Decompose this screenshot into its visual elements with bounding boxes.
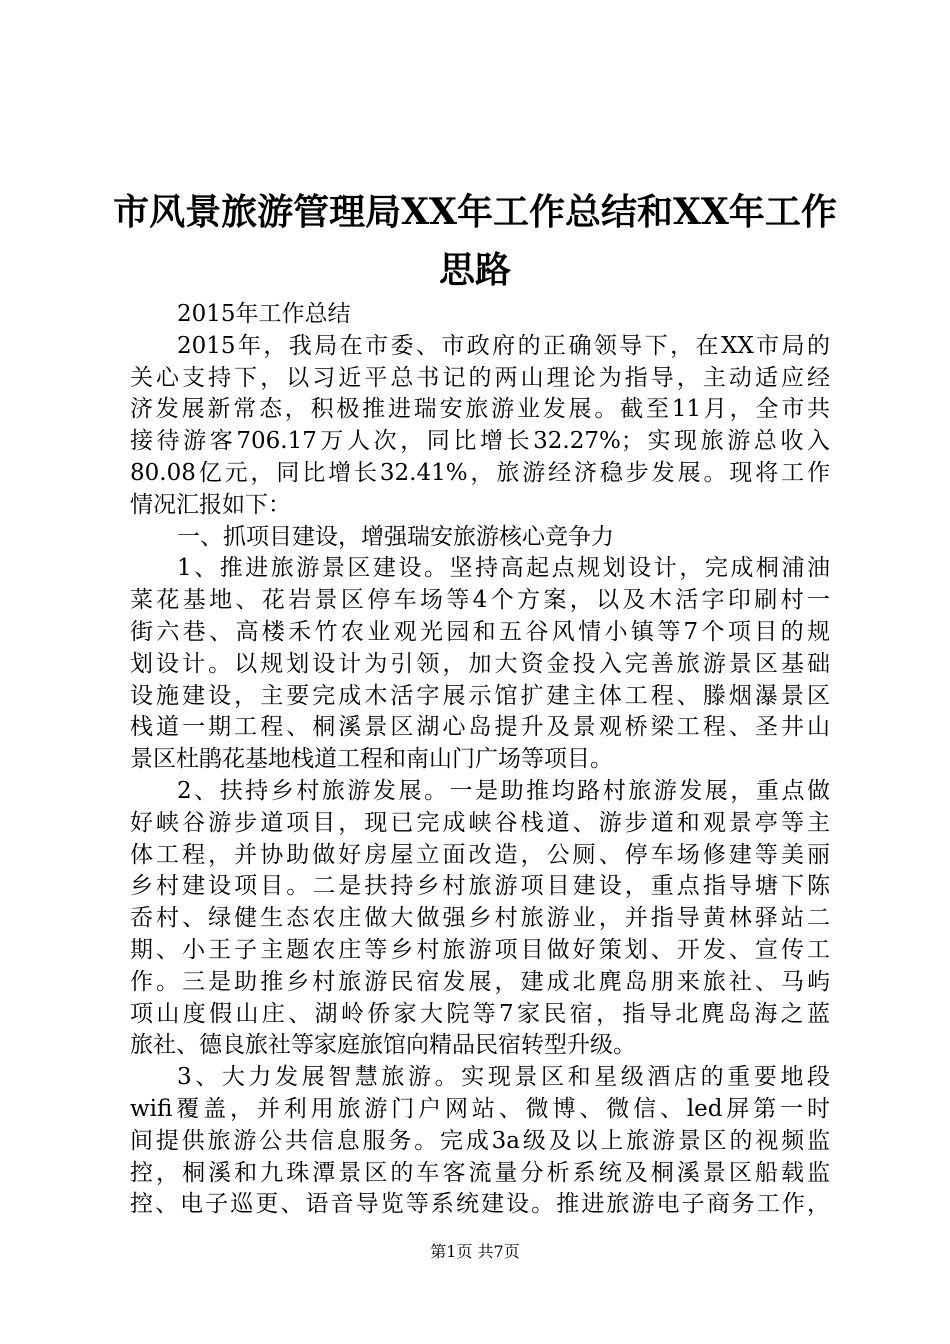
body-text-line: 好峡谷游步道项目，现已完成峡谷栈道、游步道和观景亭等主 (130, 809, 830, 836)
document-title-line-1: 市风景旅游管理局XX年工作总结和XX年工作 (113, 191, 837, 233)
body-text-line: 街六巷、高楼禾竹农业观光园和五谷风情小镇等7个项目的规 (130, 618, 830, 645)
body-text-line: 80.08亿元，同比增长32.41%，旅游经济稳步发展。现将工作 (130, 459, 830, 486)
body-text-line: 控、电子巡更、语音导览等系统建设。推进旅游电子商务工作， (130, 1191, 830, 1218)
body-text-line: 期、小王子主题农庄等乡村旅游项目做好策划、开发、宣传工 (130, 936, 830, 963)
body-text-line: 岙村、绿健生态农庄做大做强乡村旅游业，并指导黄林驿站二 (130, 905, 830, 932)
body-text-line: 乡村建设项目。二是扶持乡村旅游项目建设，重点指导塘下陈 (130, 873, 830, 900)
body-text-line: 划设计。以规划设计为引领，加大资金投入完善旅游景区基础 (130, 650, 830, 677)
document-title-line-2: 思路 (438, 249, 511, 291)
body-text-line: 1、推进旅游景区建设。坚持高起点规划设计，完成桐浦油 (177, 555, 830, 582)
body-text-line: 作。三是助推乡村旅游民宿发展，建成北麂岛朋来旅社、马屿 (130, 968, 830, 995)
body-text-line: 接待游客706.17万人次，同比增长32.27%；实现旅游总收入 (130, 428, 830, 455)
body-text-line: 间提供旅游公共信息服务。完成3a级及以上旅游景区的视频监 (130, 1127, 830, 1154)
body-text-line: 2、扶持乡村旅游发展。一是助推均路村旅游发展，重点做 (177, 777, 830, 804)
body-text-line: 景区杜鹃花基地栈道工程和南山门广场等项目。 (130, 746, 613, 773)
body-text-line: wifi覆盖，并利用旅游门户网站、微博、微信、led屏第一时 (130, 1095, 830, 1122)
document-body (130, 299, 830, 1221)
body-text-line: 菜花基地、花岩景区停车场等4个方案，以及木活字印刷村一 (130, 587, 830, 614)
body-text-line: 情况汇报如下： (130, 491, 291, 518)
body-text-line: 体工程，并协助做好房屋立面改造，公厕、停车场修建等美丽 (130, 841, 830, 868)
body-text-line: 济发展新常态，积极推进瑞安旅游业发展。截至11月，全市共 (130, 396, 830, 423)
body-text-line: 2015年，我局在市委、市政府的正确领导下，在XX市局的 (177, 332, 830, 359)
body-text-line: 项山度假山庄、湖岭侨家大院等7家民宿，指导北麂岛海之蓝 (130, 1000, 830, 1027)
body-text-line: 栈道一期工程、桐溪景区湖心岛提升及景观桥梁工程、圣井山 (130, 714, 830, 741)
body-text-line: 3、大力发展智慧旅游。实现景区和星级酒店的重要地段 (177, 1064, 830, 1091)
body-text-line: 2015年工作总结 (177, 301, 351, 327)
body-text-line: 控，桐溪和九珠潭景区的车客流量分析系统及桐溪景区船载监 (130, 1159, 830, 1186)
body-text-line: 设施建设，主要完成木活字展示馆扩建主体工程、滕烟瀑景区 (130, 682, 830, 709)
body-text-line: 关心支持下，以习近平总书记的两山理论为指导，主动适应经 (130, 364, 830, 391)
page-footer: 第1页 共7页 (430, 1242, 520, 1261)
body-text-line: 旅社、德良旅社等家庭旅馆向精品民宿转型升级。 (130, 1032, 636, 1059)
body-text-line: 一、抓项目建设，增强瑞安旅游核心竞争力 (177, 523, 614, 550)
